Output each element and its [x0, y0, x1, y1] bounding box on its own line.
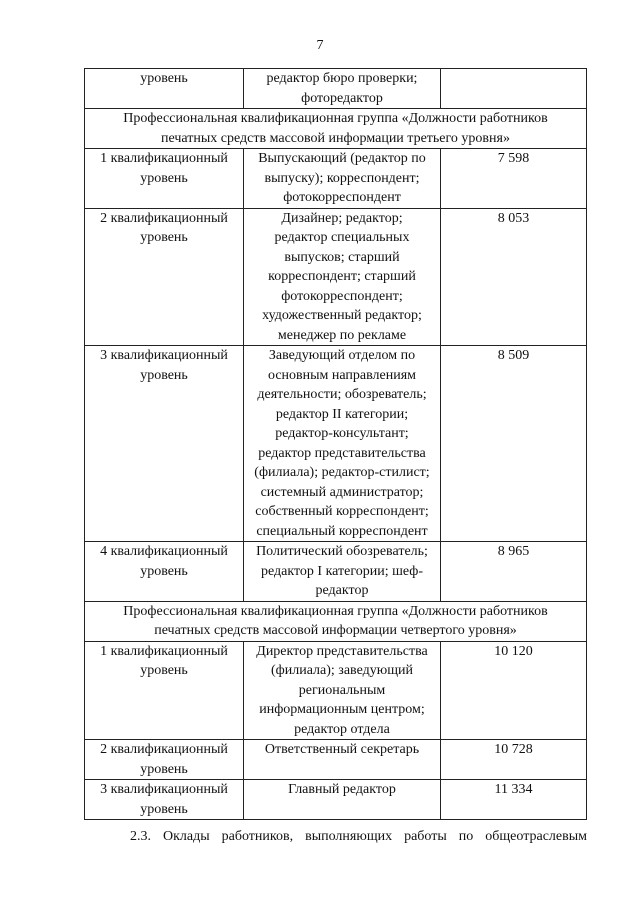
position-text: корреспондент; старший — [268, 269, 416, 284]
salary-cell: 8 509 — [441, 346, 587, 542]
position-text: (филиала); редактор-стилист; — [254, 465, 430, 480]
qualification-level-cell — [85, 208, 244, 346]
qualification-level-text: уровень — [140, 761, 188, 777]
table-row — [85, 346, 587, 542]
qualification-level-text: уровень — [140, 801, 188, 817]
qualification-level-cell — [85, 780, 244, 820]
qualification-level-text: 4 квалификационный — [100, 544, 228, 559]
position-text: Заведующий отделом по — [268, 348, 416, 363]
positions-cell — [244, 641, 441, 740]
position-text: редактор-консультант; — [275, 426, 409, 441]
group-title-line: Профессиональная квалификационная группа «Должности работников — [123, 111, 548, 126]
position-text: художественный редактор; — [262, 308, 422, 323]
position-text: выпуску); корреспондент; — [264, 170, 420, 186]
positions-cell — [244, 69, 441, 109]
qualification-level-text: уровень — [140, 230, 188, 245]
position-text: редактор специальных — [274, 230, 410, 245]
position-text: Выпускающий (редактор по — [258, 151, 426, 166]
table-row — [85, 208, 587, 346]
group-title-line: печатных средств массовой информации четвертого уровня» — [154, 623, 517, 638]
salary-cell: 10 120 — [441, 641, 587, 740]
table-row — [85, 641, 587, 740]
salary-cell: 10 728 — [441, 740, 587, 780]
positions-cell — [244, 780, 441, 820]
table-row — [85, 740, 587, 780]
position-text: (филиала); заведующий — [271, 663, 413, 678]
qualification-level-text: 1 квалификационный — [100, 151, 228, 166]
salary-table — [84, 68, 587, 820]
position-text: фотокорреспондент — [283, 190, 401, 205]
qualification-group-row — [85, 109, 587, 149]
page-number: 7 — [316, 38, 324, 53]
salary-cell: 8 965 — [441, 542, 587, 602]
table-row — [85, 542, 587, 602]
position-text: специальный корреспондент — [256, 523, 428, 539]
qualification-group-title — [85, 601, 587, 641]
position-text: основным направлениям — [267, 367, 417, 383]
salary-cell: 8 053 — [441, 208, 587, 346]
position-text: деятельности; обозреватель; — [257, 387, 427, 402]
position-text: системный администратор; — [260, 484, 424, 500]
position-text: редактор представительства — [258, 445, 426, 461]
position-text: Дизайнер; редактор; — [281, 210, 403, 226]
salary-cell: 7 598 — [441, 149, 587, 209]
position-text: информационным центром; — [259, 702, 425, 717]
qualification-level-text: уровень — [140, 170, 188, 186]
salary-table-body — [85, 69, 587, 820]
position-text: фоторедактор — [301, 90, 383, 106]
positions-cell — [244, 346, 441, 542]
qualification-level-cell — [85, 346, 244, 542]
positions-cell — [244, 542, 441, 602]
qualification-level-cell — [85, 542, 244, 602]
qualification-level-text: 3 квалификационный — [100, 348, 228, 363]
position-text: редактор I категории; шеф- — [260, 563, 424, 579]
position-text: редактор бюро проверки; — [266, 71, 418, 86]
table-row — [85, 69, 587, 109]
table-row — [85, 149, 587, 209]
qualification-level-cell — [85, 740, 244, 780]
group-title-line: Профессиональная квалификационная группа «Должности работников — [123, 603, 548, 619]
qualification-level-text: 2 квалификационный — [100, 210, 228, 226]
position-text: Политический обозреватель; — [256, 544, 428, 559]
qualification-level-text: уровень — [140, 367, 188, 383]
position-text: редактор — [315, 583, 369, 598]
position-text: менеджер по рекламе — [277, 327, 407, 343]
qualification-level-cell — [85, 69, 244, 109]
position-text: Главный редактор — [288, 782, 396, 797]
qualification-level-cell — [85, 641, 244, 740]
salary-cell — [441, 69, 587, 109]
qualification-level-text: уровень — [140, 663, 188, 678]
position-text: Ответственный секретарь — [264, 742, 420, 757]
position-text: редактор отдела — [294, 721, 390, 737]
position-text: Директор представительства — [256, 643, 428, 659]
positions-cell — [244, 149, 441, 209]
qualification-level-text: 2 квалификационный — [100, 742, 228, 757]
position-text: выпусков; старший — [284, 249, 400, 265]
qualification-level-text: уровень — [140, 71, 188, 86]
qualification-level-text: 3 квалификационный — [100, 782, 228, 797]
position-text: региональным — [298, 682, 386, 698]
paragraph-2-3: 2.3. Оклады работников, выполняющих работы по общеотраслевым — [130, 829, 587, 844]
table-row — [85, 780, 587, 820]
qualification-level-text: 1 квалификационный — [100, 643, 228, 659]
positions-cell — [244, 208, 441, 346]
salary-cell: 11 334 — [441, 780, 587, 820]
qualification-level-text: уровень — [140, 563, 188, 579]
qualification-level-cell — [85, 149, 244, 209]
position-text: собственный корреспондент; — [255, 504, 429, 519]
group-title-line: печатных средств массовой информации третьего уровня» — [161, 130, 510, 146]
qualification-group-title — [85, 109, 587, 149]
qualification-group-row — [85, 601, 587, 641]
position-text: фотокорреспондент; — [281, 288, 403, 304]
position-text: редактор II категории; — [275, 406, 409, 422]
positions-cell — [244, 740, 441, 780]
